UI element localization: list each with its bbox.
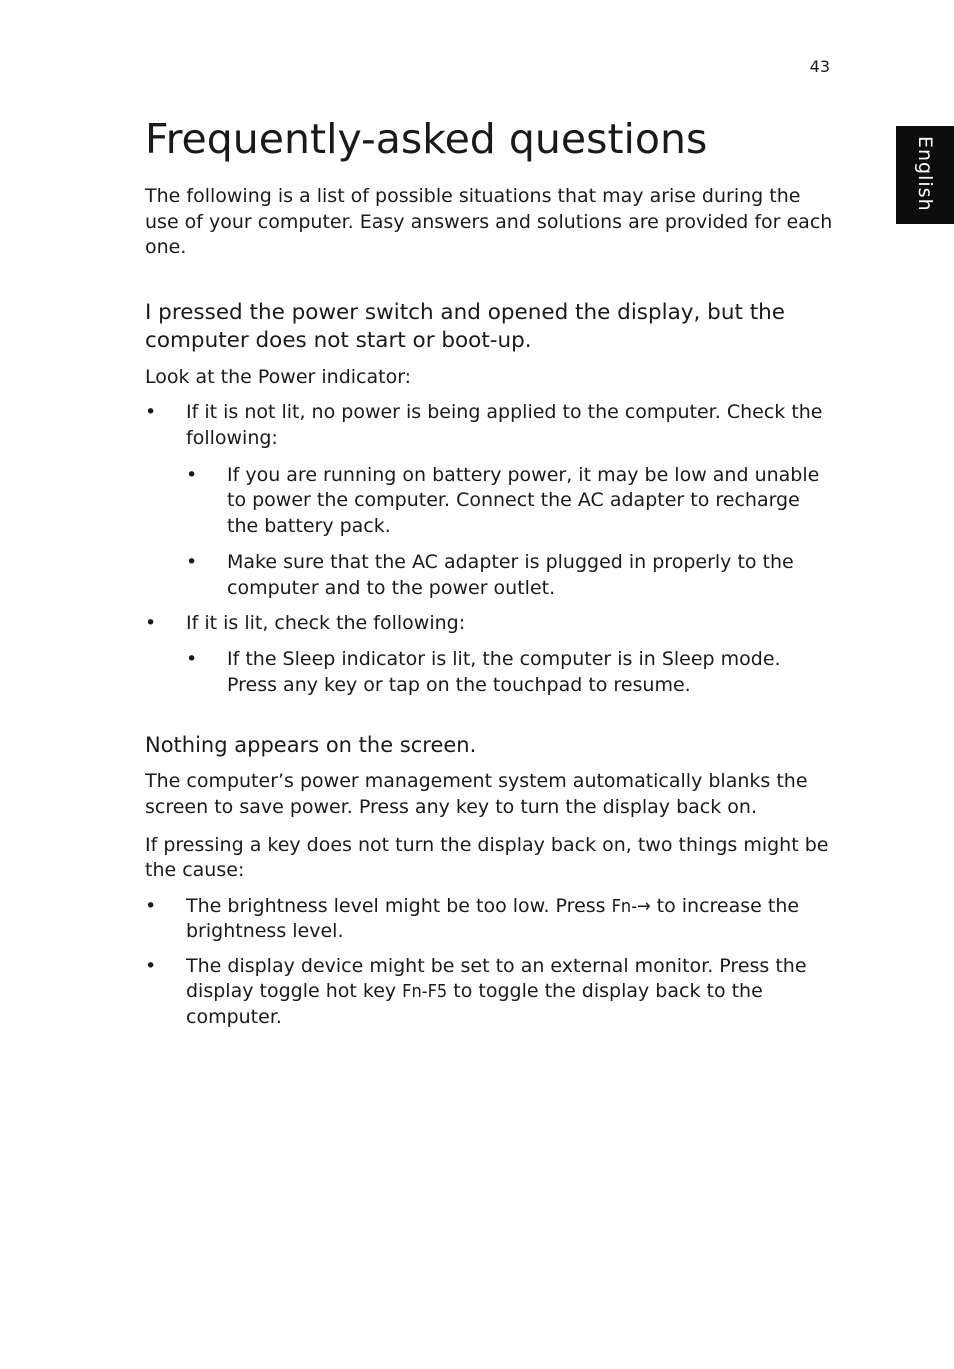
question-power-title: I pressed the power switch and opened the display, but the computer does not start or boot-up. xyxy=(145,299,786,353)
list-item xyxy=(186,463,835,540)
power-bullet-list xyxy=(145,400,835,698)
bullet-icon: • xyxy=(145,954,157,977)
intro-paragraph: The following is a list of possible situations that may arise during the use of your computer. Easy answers and solutions are provided for each one. xyxy=(145,185,833,259)
language-tab xyxy=(896,126,954,224)
list-item xyxy=(186,550,835,601)
list-item-text: If you are running on battery power, it may be low and unable to power the computer. Connect the AC adapter to recharge the battery pack. xyxy=(227,463,820,537)
question-screen-title: Nothing appears on the screen. xyxy=(145,733,477,758)
bullet-icon: • xyxy=(145,401,157,424)
list-item xyxy=(145,400,835,601)
list-item xyxy=(186,647,835,698)
list-item-text: If it is not lit, no power is being applied to the computer. Check the following: xyxy=(186,401,823,449)
page-number: 43 xyxy=(809,57,830,76)
hotkey-display-toggle: Fn-F5 xyxy=(402,981,448,1003)
bullet-icon: • xyxy=(186,648,198,671)
bullet-icon: • xyxy=(145,611,157,634)
list-item-text: If the Sleep indicator is lit, the computer is in Sleep mode. Press any key or tap on the touchpad to resume. xyxy=(227,648,781,696)
bullet-icon: • xyxy=(145,894,157,917)
lit-sub-list xyxy=(186,647,835,698)
screen-paragraph-1: The computer’s power management system automatically blanks the screen to save power. Press any key to turn the display back on. xyxy=(145,770,808,818)
language-tab-label: English xyxy=(914,136,936,212)
list-item-text: The brightness level might be too low. Press Fn-→ to increase the brightness level. xyxy=(186,894,800,943)
screen-paragraph-2: If pressing a key does not turn the display back on, two things might be the cause: xyxy=(145,833,829,882)
list-item-text: Make sure that the AC adapter is plugged in properly to the computer and to the power outlet. xyxy=(227,551,794,599)
bullet-icon: • xyxy=(186,551,198,574)
list-item xyxy=(145,894,835,945)
hotkey-brightness: Fn-→ xyxy=(611,895,651,917)
screen-bullet-list xyxy=(145,894,835,1031)
bullet-icon: • xyxy=(186,463,198,486)
power-sub-list xyxy=(186,463,835,602)
page-content xyxy=(145,110,835,1040)
question-power-lead: Look at the Power indicator: xyxy=(145,365,412,388)
list-item-text: If it is lit, check the following: xyxy=(186,611,466,634)
page-title: Frequently-asked questions xyxy=(145,115,708,163)
list-item xyxy=(145,611,835,699)
list-item xyxy=(145,954,835,1031)
list-item-text: The display device might be set to an external monitor. Press the display toggle hot key Fn-F5 to toggle the display back to the computer. xyxy=(186,954,807,1029)
